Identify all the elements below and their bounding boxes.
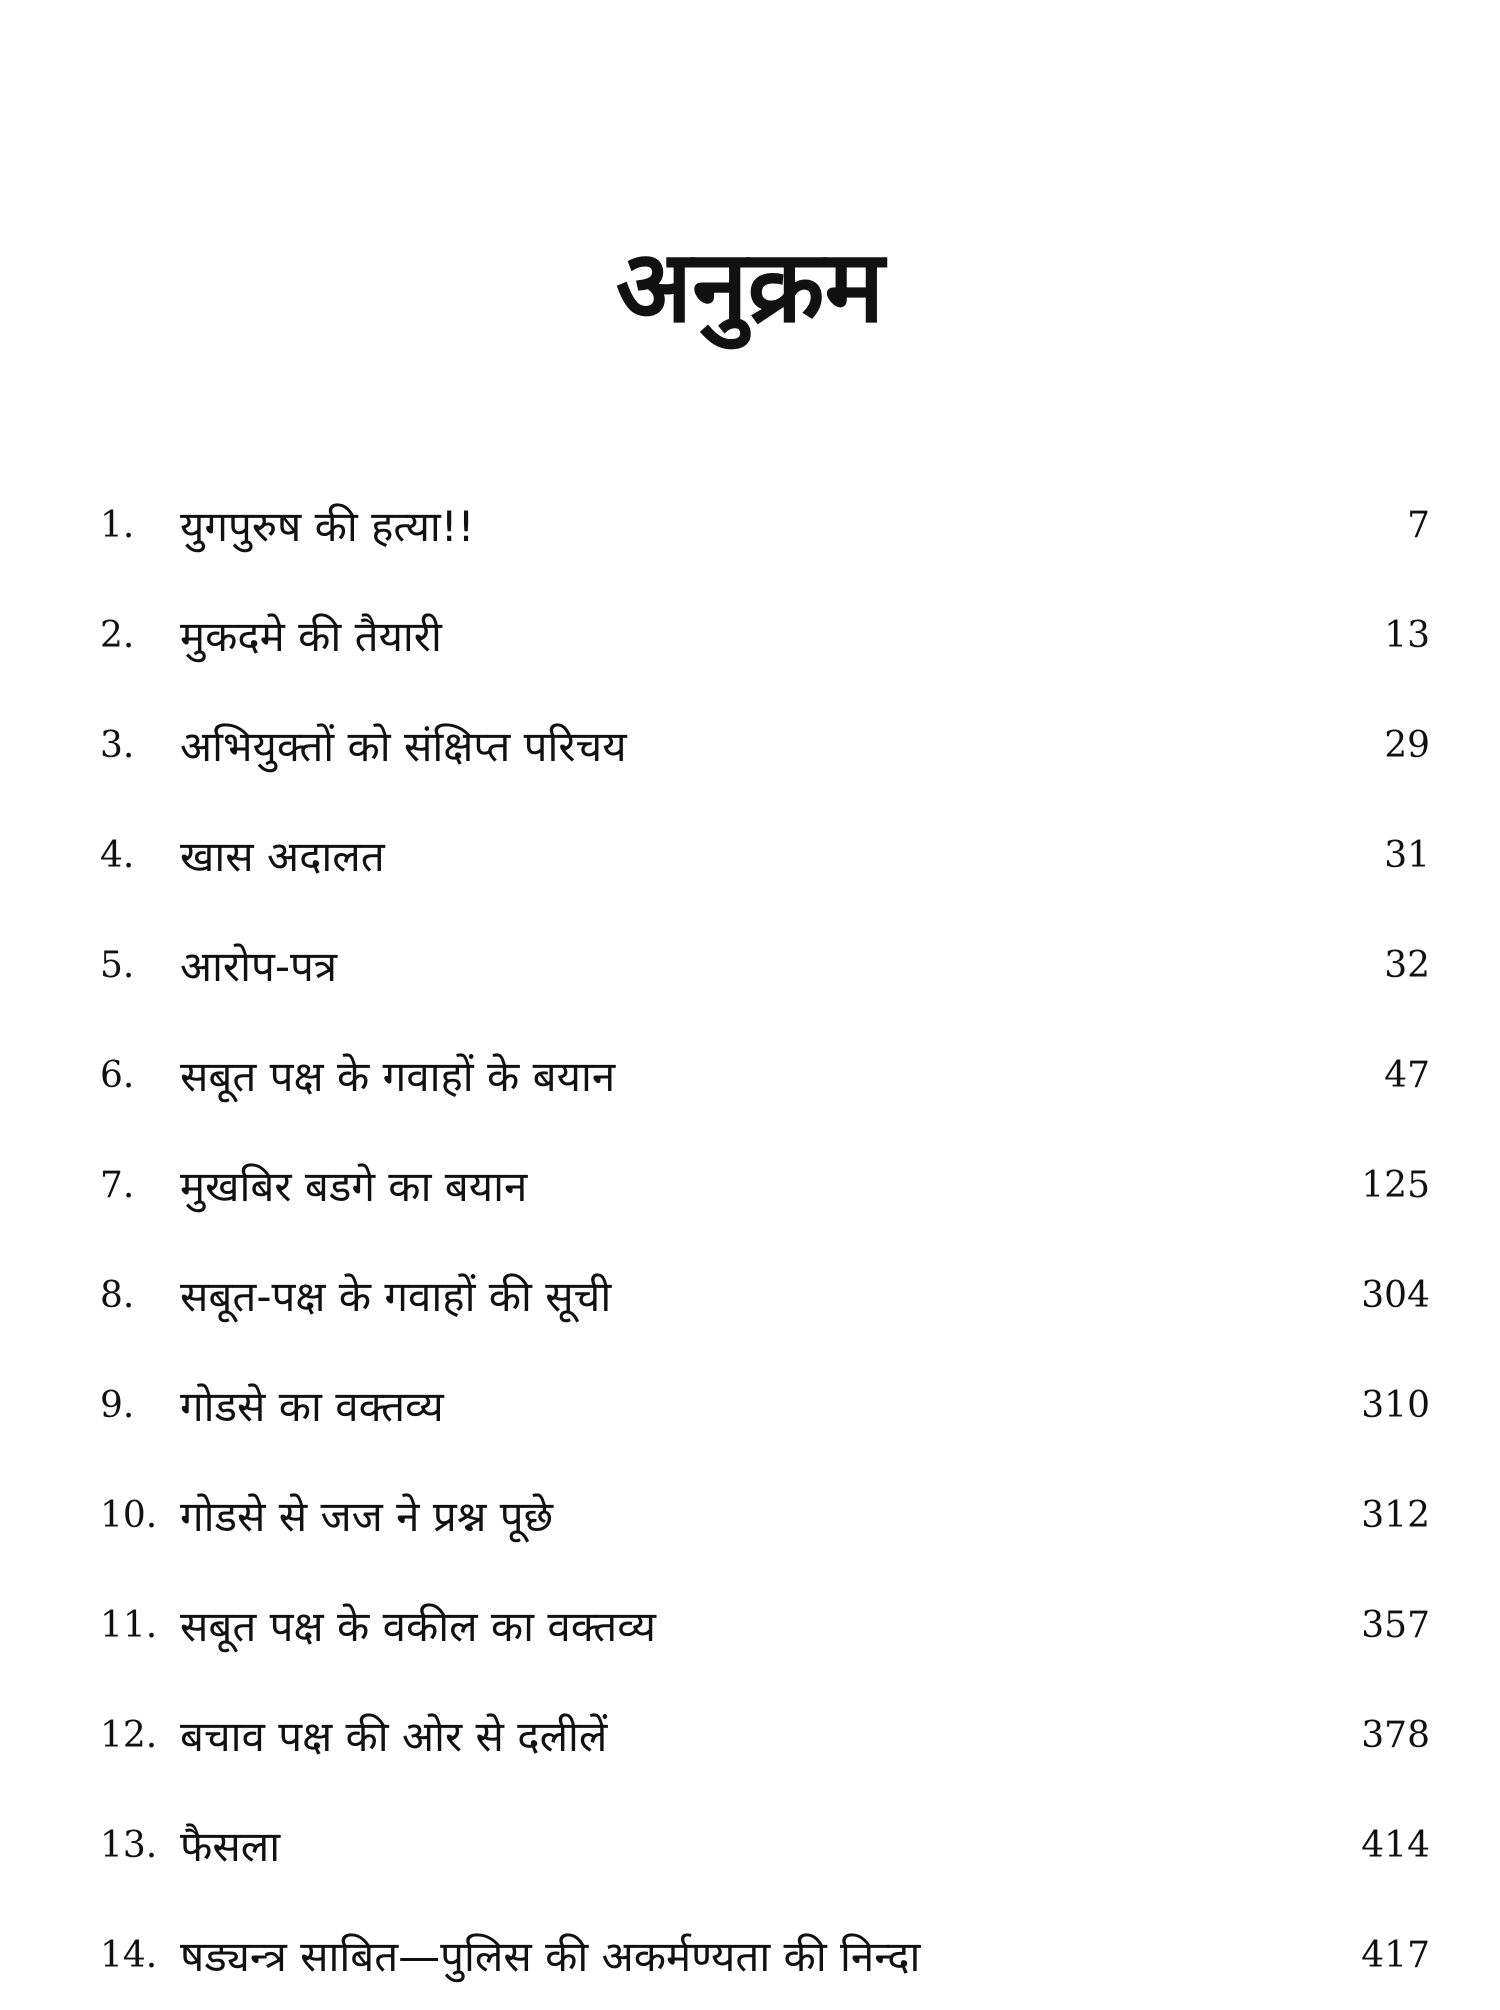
toc-entry — [100, 1460, 1430, 1570]
toc-entry-number: 5. — [100, 944, 135, 986]
toc-entry-number: 13. — [100, 1824, 158, 1866]
toc-entry-page: 417 — [1361, 1934, 1430, 1976]
toc-entry-title: सबूत-पक्ष के गवाहों की सूची — [180, 1271, 612, 1321]
toc-entry-title: खास अदालत — [180, 831, 385, 881]
toc-entry-number: 4. — [100, 834, 135, 876]
toc-entry — [100, 1570, 1430, 1680]
toc-entry — [100, 1020, 1430, 1130]
toc-entry-title: गोडसे का वक्तव्य — [180, 1381, 444, 1431]
toc-entry-title: मुखबिर बडगे का बयान — [180, 1161, 528, 1211]
toc-entry-page: 125 — [1361, 1164, 1430, 1206]
toc-entry — [100, 800, 1430, 910]
toc-entry-number: 14. — [100, 1934, 158, 1976]
toc-entry-number: 8. — [100, 1274, 135, 1316]
toc-entry-page: 304 — [1361, 1274, 1430, 1316]
toc-entry-number: 2. — [100, 614, 135, 656]
toc-entry-title: सबूत पक्ष के वकील का वक्तव्य — [180, 1601, 656, 1651]
toc-entry-page: 414 — [1361, 1824, 1430, 1866]
toc-entry — [100, 470, 1430, 580]
toc-entry-page: 13 — [1384, 614, 1430, 656]
toc-entry — [100, 1680, 1430, 1790]
toc-entry — [100, 1790, 1430, 1900]
toc-entry — [100, 1900, 1430, 2010]
toc-entry-page: 7 — [1407, 504, 1430, 546]
toc-entry-number: 11. — [100, 1604, 158, 1646]
toc-entry — [100, 1240, 1430, 1350]
toc-entry-page: 32 — [1384, 944, 1430, 986]
toc-entry — [100, 1350, 1430, 1460]
toc-entry-title: षड्यन्त्र साबित—पुलिस की अकर्मण्यता की निन्दा — [180, 1931, 921, 1981]
toc-entry-number: 1. — [100, 504, 135, 546]
toc-entry-title: फैसला — [180, 1821, 281, 1871]
toc-entry-page: 47 — [1384, 1054, 1430, 1096]
toc-entry-title: अभियुक्तों को संक्षिप्त परिचय — [180, 721, 627, 771]
toc-entry-number: 10. — [100, 1494, 158, 1536]
toc-entry — [100, 910, 1430, 1020]
toc-entry-page: 357 — [1361, 1604, 1430, 1646]
page-title: अनुक्रम — [615, 228, 885, 345]
toc-entry-title: सबूत पक्ष के गवाहों के बयान — [180, 1051, 616, 1101]
toc-entry-number: 3. — [100, 724, 135, 766]
toc-entry-page: 378 — [1361, 1714, 1430, 1756]
toc-entry-number: 12. — [100, 1714, 158, 1756]
toc-entry-title: बचाव पक्ष की ओर से दलीलें — [180, 1711, 608, 1761]
toc-entry-page: 29 — [1384, 724, 1430, 766]
table-of-contents — [100, 470, 1430, 2010]
toc-entry-title: युगपुरुष की हत्या!! — [180, 501, 475, 551]
toc-entry-number: 6. — [100, 1054, 135, 1096]
toc-entry — [100, 1130, 1430, 1240]
toc-entry-page: 310 — [1361, 1384, 1430, 1426]
toc-entry-title: मुकदमे की तैयारी — [180, 611, 442, 661]
toc-entry-number: 7. — [100, 1164, 135, 1206]
toc-entry-title: आरोप-पत्र — [180, 941, 338, 991]
toc-entry-page: 31 — [1384, 834, 1430, 876]
toc-entry-title: गोडसे से जज ने प्रश्न पूछे — [180, 1491, 554, 1541]
toc-entry-page: 312 — [1361, 1494, 1430, 1536]
toc-entry — [100, 690, 1430, 800]
toc-entry — [100, 580, 1430, 690]
toc-entry-number: 9. — [100, 1384, 135, 1426]
